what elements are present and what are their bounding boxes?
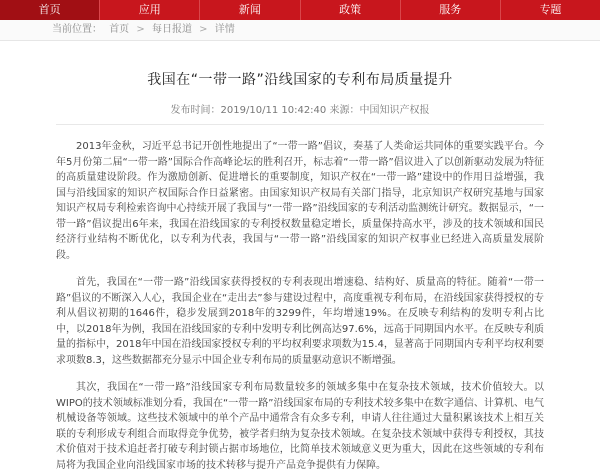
nav-item-policy[interactable]: 政策 [301, 0, 401, 20]
article-header [56, 69, 544, 125]
article-title: 我国在“一带一路”沿线国家的专利布局质量提升 [147, 72, 453, 88]
breadcrumb-daily-link[interactable]: 每日报道 [151, 24, 192, 35]
breadcrumb-current: 详情 [214, 24, 235, 35]
breadcrumb [0, 20, 600, 41]
breadcrumb-separator: > [199, 24, 208, 35]
article-paragraph: 首先，我国在“一带一路”沿线国家获得授权的专利表现出增速稳、结构好、质量高的特征。随着“一带一路”倡议的不断深入人心，我国企业在“走出去”参与建设过程中，高度重视专利布局，在沿线国家获得授权的专利从倡议初期的1646件，稳步发展到2018年的3299件，年均增速19%。在反映专利结构的发明专利占比中，以2018年为例，我国在沿线国家的专利中发明专利比例高达97.6%，远高于同期国内水平。在反映专利质量的指标中，2018年中国在沿线国家授权专利的平均权利要求项数为15.4，显著高于同期国内专利平均权利要求项数8.3，这些数据都充分显示中国企业专利布局的质量驱动意识不断增强。 [56, 277, 544, 366]
article-body [56, 139, 544, 473]
nav-item-services[interactable]: 服务 [401, 0, 501, 20]
breadcrumb-prefix: 当前位置： [52, 24, 102, 35]
nav-item-topics[interactable]: 专题 [539, 3, 562, 16]
nav-item-news[interactable]: 新闻 [200, 0, 300, 20]
breadcrumb-separator: > [136, 24, 145, 35]
nav-item-home[interactable]: 首页 [0, 0, 100, 20]
article-meta: 发布时间：2019/10/11 10:42:40 来源：中国知识产权报 [170, 105, 430, 116]
breadcrumb-home-link[interactable]: 首页 [109, 24, 130, 35]
article-paragraph: 其次，我国在“一带一路”沿线国家专利布局数量较多的领域多集中在复杂技术领域，技术价值较大。以WIPO的技术领域标准划分看，我国在“一带一路”沿线国家布局的专利技术较多集中在数字通信、计算机、电气机械设备等领域。这些技术领域中的单个产品中通常含有众多专利，申请人往往通过大量积累该技术上相互关联的专利形成专利组合而取得竞争优势，被学者归纳为复杂技术领域。在复杂技术领域中获得专利授权，其技术价值对于技术追赶者打破专利封锁占据市场地位，比简单技术领域意义更为重大，因此在这些领域的专利布局将为我国企业向沿线国家市场的技术转移与提升产品竞争提供有力保障。 [56, 382, 544, 471]
top-nav [0, 0, 600, 20]
article-paragraph: 2013年金秋，习近平总书记开创性地提出了“一带一路”倡议，奏基了人类命运共同体的重要实践平台。今年5月份第二届“一带一路”国际合作高峰论坛的胜利召开，标志着“一带一路”倡议进入了以创新驱动发展为特征的高质量建设阶段。作为激励创新、促进增长的重要制度，知识产权在“一带一路”建设中的作用日益增强，我国与沿线国家的知识产权国际合作日益紧密。由国家知识产权局有关部门指导，北京知识产权研究基地与国家知识产权局专利检索咨询中心持续开展了我国与“一带一路”沿线国家的专利活动监测统计研究。数据显示，“一带一路”倡议提出6年来，我国在沿线国家的专利授权数量稳定增长，质量保持高水平，涉及的技术领域和国民经济行业结构不断优化，以专利为代表，我国与“一带一路”沿线国家的知识产权事业已经进入高质量发展阶段。 [56, 141, 544, 261]
nav-item-apps[interactable]: 应用 [100, 0, 200, 20]
